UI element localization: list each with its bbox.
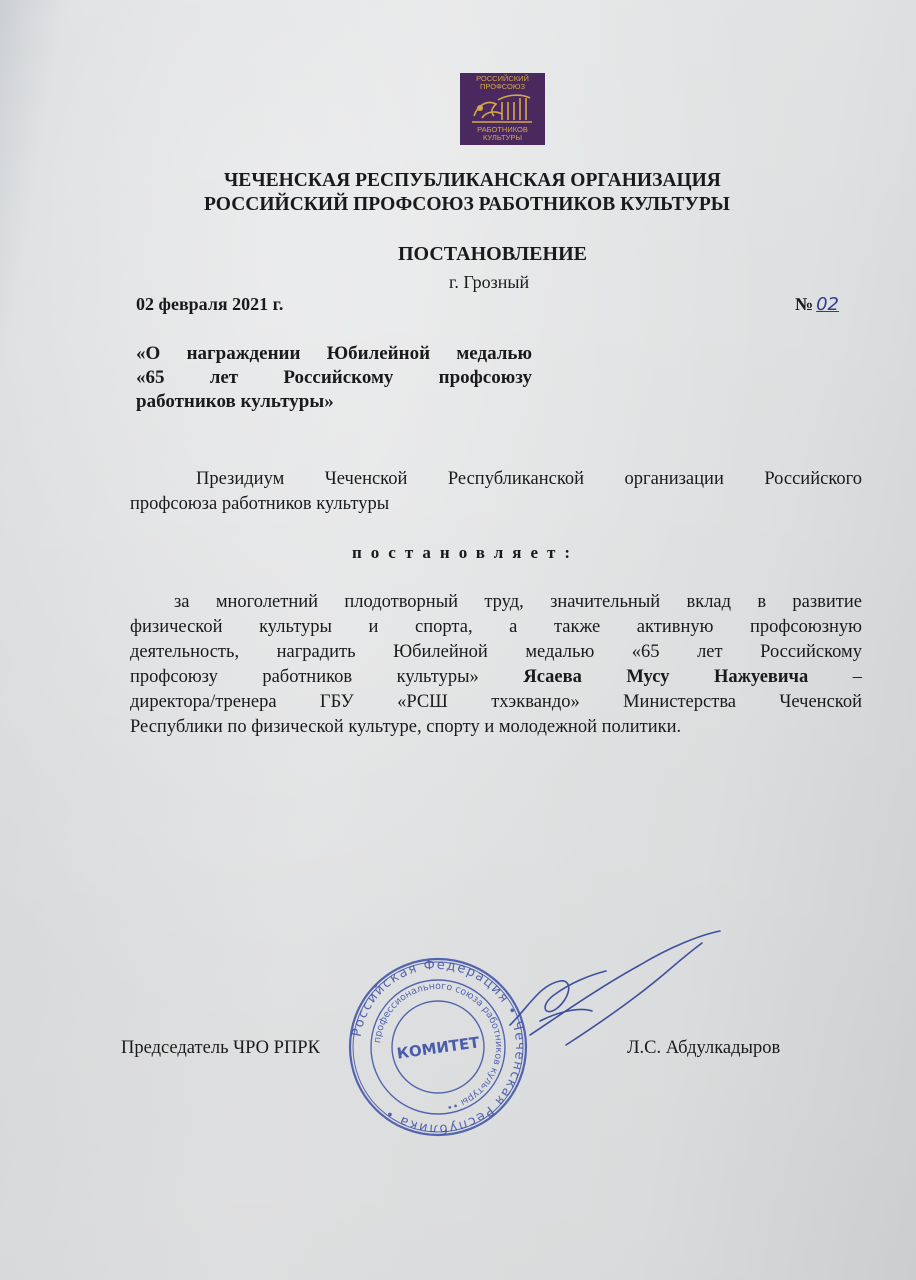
stamp-inner-text: профессионального союза работников культуры •• [372, 980, 505, 1113]
decision-line: физической культуры и спорта, а также активную профсоюзную [130, 617, 862, 637]
decision-line [130, 665, 862, 690]
decree-word: постановляет: [352, 543, 580, 562]
decision-line: директора/тренера ГБУ «РСШ тхэквандо» Министерства Чеченской [130, 692, 862, 712]
subject-line: работников культуры» [136, 391, 334, 412]
handwritten-signature [470, 925, 730, 1065]
decision-text: профсоюзу работников культуры» [130, 667, 479, 687]
union-logo [460, 73, 545, 145]
document-subject [136, 342, 532, 414]
lyre-emblem-icon [468, 92, 538, 126]
document-date: 02 февраля 2021 г. [136, 294, 284, 314]
number-sign: № [795, 294, 814, 314]
decision-dash: – [852, 667, 863, 687]
logo-text-4: КУЛЬТУРЫ [482, 133, 523, 142]
subject-line: «65 лет Российскому профсоюзу [136, 367, 532, 388]
decision-line: деятельность, наградить Юбилейной медалью «65 лет Российскому [130, 642, 862, 662]
signatory-name: Л.С. Абдулкадыров [627, 1038, 781, 1058]
awardee-name: Ясаева Мусу Нажуевича [523, 667, 809, 687]
logo-text-3: РАБОТНИКОВ [477, 125, 528, 134]
city-label: г. Грозный [449, 272, 530, 292]
preamble-line: Президиум Чеченской Республиканской организации Российского [196, 469, 862, 489]
decision-paragraph [130, 590, 862, 740]
logo-text-2: ПРОФСОЮЗ [480, 82, 525, 91]
organization-title-line-1: ЧЕЧЕНСКАЯ РЕСПУБЛИКАНСКАЯ ОРГАНИЗАЦИЯ [224, 170, 721, 191]
stamp-outer-text: Российская Федерация • Чеченская Республика • [349, 957, 528, 1137]
decision-line: Республики по физической культуре, спорту и молодежной политики. [130, 717, 682, 737]
decision-line: за многолетний плодотворный труд, значительный вклад в развитие [174, 592, 862, 612]
preamble-paragraph [130, 467, 862, 517]
signatory-position: Председатель ЧРО РПРК [121, 1038, 320, 1058]
document-type-title: ПОСТАНОВЛЕНИЕ [398, 243, 587, 265]
document-number [795, 294, 839, 315]
handwritten-number: 02 [816, 294, 839, 315]
organization-title-line-2: РОССИЙСКИЙ ПРОФСОЮЗ РАБОТНИКОВ КУЛЬТУРЫ [204, 194, 730, 215]
stamp-center-text: КОМИТЕТ [395, 1033, 481, 1063]
logo-text-1: РОССИЙСКИЙ [476, 74, 529, 83]
preamble-line: профсоюза работников культуры [130, 494, 390, 514]
subject-line: «О награждении Юбилейной медалью [136, 343, 532, 364]
